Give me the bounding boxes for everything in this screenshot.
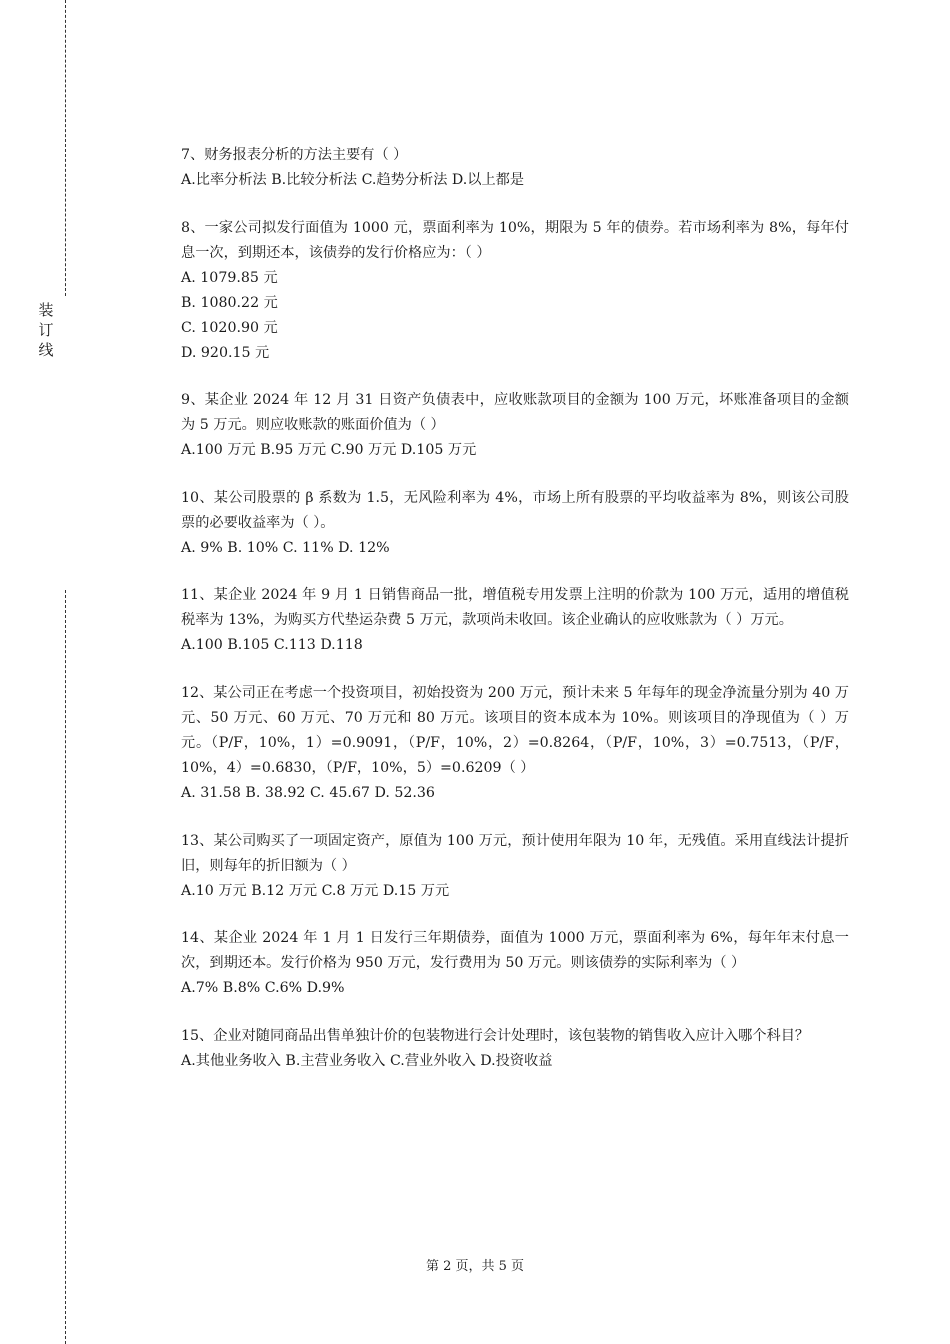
- binding-label: [36, 300, 56, 360]
- question-15: [181, 1024, 849, 1074]
- question-stem: 11、某企业 2024 年 9 月 1 日销售商品一批，增值税专用发票上注明的价款为 100 万元，适用的增值税税率为 13%，为购买方代垫运杂费 5 万元，款项尚未收回。该企业确认的应收账款为（ ）万元。: [181, 587, 849, 629]
- question-options: A.100 B.105 C.113 D.118: [181, 637, 363, 654]
- question-stem: 8、一家公司拟发行面值为 1000 元，票面利率为 10%，期限为 5 年的债券。若市场利率为 8%，每年付息一次，到期还本，该债券的发行价格应为：（ ）: [181, 219, 849, 261]
- question-stem: 13、某公司购买了一项固定资产，原值为 100 万元，预计使用年限为 10 年，无残值。采用直线法计提折旧，则每年的折旧额为（ ）: [181, 832, 849, 874]
- binding-label-char: 线: [38, 341, 54, 359]
- question-list: [181, 143, 849, 1096]
- option-b: B. 1080.22 元: [181, 294, 278, 311]
- question-stem: 12、某公司正在考虑一个投资项目，初始投资为 200 万元，预计未来 5 年每年的现金净流量分别为 40 万元、50 万元、60 万元、70 万元和 80 万元。该项目的资本成本为 10%。则该项目的净现值为（ ）万元。（P/F，10%，1）=0.9091，（P/F，10%，2）=0.8264，（P/F，10%，3）=0.7513，（P/F，10%，4）=0.6830，（P/F，10%，5）=0.6209（ ）: [181, 684, 849, 776]
- question-13: [181, 829, 849, 904]
- question-12: [181, 681, 849, 806]
- option-a: A. 1079.85 元: [181, 269, 278, 286]
- binding-label-char: 装: [38, 301, 54, 319]
- question-11: [181, 583, 849, 658]
- binding-dashed-line-top: [65, 0, 66, 296]
- binding-label-char: 订: [38, 321, 54, 339]
- question-options: A. 9% B. 10% C. 11% D. 12%: [181, 539, 390, 556]
- question-stem: 14、某企业 2024 年 1 月 1 日发行三年期债券，面值为 1000 万元，票面利率为 6%，每年年末付息一次，到期还本。发行价格为 950 万元，发行费用为 50 万元。则该债券的实际利率为（ ）: [181, 930, 849, 972]
- question-7: [181, 143, 849, 193]
- question-9: [181, 388, 849, 463]
- option-c: C. 1020.90 元: [181, 319, 278, 336]
- question-options: A.100 万元 B.95 万元 C.90 万元 D.105 万元: [181, 442, 477, 459]
- question-10: [181, 486, 849, 561]
- page-number: 第 2 页，共 5 页: [425, 1259, 525, 1274]
- question-options: A.比率分析法 B.比较分析法 C.趋势分析法 D.以上都是: [181, 172, 525, 188]
- question-stem: 7、财务报表分析的方法主要有（ ）: [181, 147, 408, 163]
- question-options: A.其他业务收入 B.主营业务收入 C.营业外收入 D.投资收益: [181, 1052, 553, 1069]
- question-options: A.10 万元 B.12 万元 C.8 万元 D.15 万元: [181, 882, 450, 899]
- question-stem: 10、某公司股票的 β 系数为 1.5，无风险利率为 4%，市场上所有股票的平均收益率为 8%，则该公司股票的必要收益率为（ ）。: [181, 489, 849, 531]
- question-options: A.7% B.8% C.6% D.9%: [181, 980, 345, 997]
- question-8: [181, 216, 849, 366]
- question-14: [181, 926, 849, 1001]
- question-options: A. 31.58 B. 38.92 C. 45.67 D. 52.36: [181, 784, 435, 801]
- question-stem: 9、某企业 2024 年 12 月 31 日资产负债表中，应收账款项目的金额为 100 万元，坏账准备项目的金额为 5 万元。则应收账款的账面价值为（ ）: [181, 392, 849, 434]
- option-d: D. 920.15 元: [181, 344, 270, 361]
- binding-dashed-line-bottom: [65, 590, 66, 1344]
- question-stem: 15、企业对随同商品出售单独计价的包装物进行会计处理时，该包装物的销售收入应计入哪个科目？: [181, 1027, 810, 1044]
